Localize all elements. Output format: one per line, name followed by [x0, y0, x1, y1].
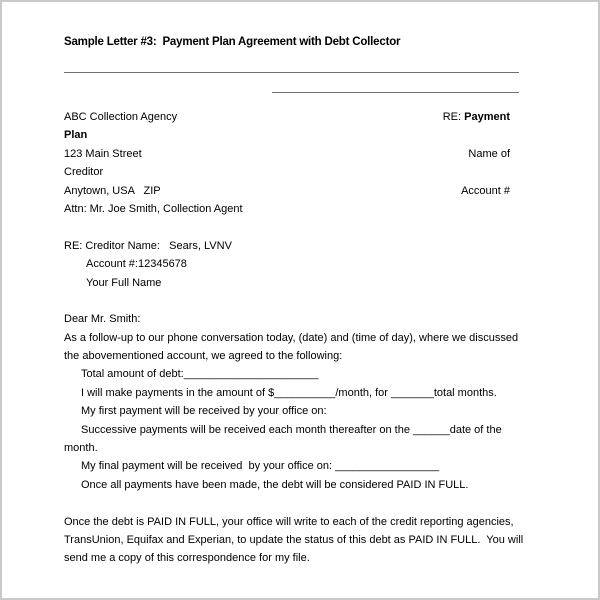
street-address: 123 Main Street [64, 147, 142, 160]
header-row-city [64, 182, 510, 200]
account-label-right: Account # [461, 184, 510, 197]
re-prefix: RE: [442, 111, 465, 123]
re-value: Payment [464, 111, 510, 123]
letter-body [64, 108, 524, 568]
paragraph1-line2: the abovementioned account, we agreed to the following: [64, 350, 343, 363]
blank-line [64, 218, 510, 236]
paragraph2-line3: send me a copy of this correspondence for my file. [64, 552, 310, 565]
re-name-line: Your Full Name [86, 276, 162, 289]
agency-name: ABC Collection Agency [64, 111, 178, 123]
paragraph1-line1: As a follow-up to our phone conversation today, (date) and (time of day), where we discussed [64, 331, 519, 344]
item-paid-in-full: Once all payments have been made, the debt will be considered PAID IN FULL. [81, 478, 469, 491]
creditor-label-wrap: Creditor [64, 166, 104, 179]
re-creditor-line: RE: Creditor Name: Sears, LVNV [64, 239, 232, 252]
header-row-street [64, 145, 510, 163]
horizontal-rule-top [64, 72, 519, 73]
city-line: Anytown, USA ZIP [64, 184, 161, 197]
header-row-agency [64, 108, 510, 126]
re-account-line: Account #:12345678 [86, 258, 187, 271]
blank-line [64, 494, 510, 512]
item-successive-wrap: month. [64, 442, 98, 455]
paragraph2-line1: Once the debt is PAID IN FULL, your office will write to each of the credit reporting agencies, [64, 515, 514, 528]
creditor-label-right: Name of [468, 147, 510, 160]
item-payments: I will make payments in the amount of $__________/month, for _______total months. [81, 386, 497, 399]
horizontal-rule-second [272, 92, 519, 93]
page-title: Sample Letter #3: Payment Plan Agreement with Debt Collector [64, 36, 401, 48]
blank-line [64, 292, 510, 310]
item-first-payment: My first payment will be received by your office on: [81, 405, 327, 418]
re-value-wrap: Plan [64, 129, 88, 142]
attn-line: Attn: Mr. Joe Smith, Collection Agent [64, 202, 243, 215]
paragraph2-line2: TransUnion, Equifax and Experian, to update the status of this debt as PAID IN FULL. You will [64, 533, 524, 546]
salutation: Dear Mr. Smith: [64, 313, 141, 326]
re-payment-right [443, 108, 510, 126]
item-final-payment: My final payment will be received by your office on: _________________ [81, 460, 440, 473]
item-successive: Successive payments will be received each month thereafter on the ______date of the [81, 423, 502, 436]
item-total-debt: Total amount of debt:______________________ [81, 368, 319, 381]
